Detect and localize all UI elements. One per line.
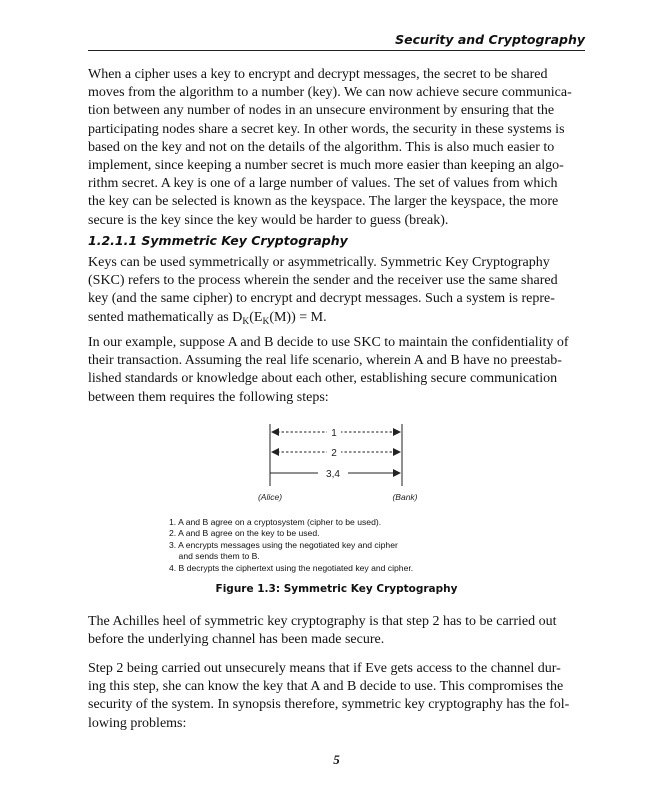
formula-suffix: (M)) = M. <box>269 309 327 325</box>
text-line: The Achilles heel of symmetric key cryptography is that step 2 has to be carried out <box>88 614 557 629</box>
step1-arrowhead-right <box>393 428 401 436</box>
formula-subscript: K <box>262 316 270 327</box>
step1-arrowhead-left <box>271 428 279 436</box>
key-exchange-diagram <box>230 420 450 510</box>
text-line: ing this step, she can know the key that A and B decide to use. This compromises the <box>88 679 564 695</box>
section-heading: 1.2.1.1 Symmetric Key Cryptography <box>88 233 348 248</box>
text-line-formula <box>88 309 582 331</box>
alice-label: (Alice) <box>257 492 283 502</box>
step34-arrowhead-right <box>393 469 401 477</box>
text-line: secure is the key since the key would be harder to guess (break). <box>88 212 449 228</box>
step1-label: 1 <box>331 428 337 439</box>
text-line: moves from the algorithm to a number (key). We can now achieve secure communica- <box>88 85 572 101</box>
text-line: security of the system. In synopsis therefore, symmetric key cryptography has the fol- <box>88 697 570 713</box>
paragraph-achilles-heel <box>88 613 582 649</box>
text-line: tion between any number of nodes in an unsecure environment by ensuring that the <box>88 103 555 119</box>
text-line: key (and the same cipher) to encrypt and decrypt messages. Such a system is repre- <box>88 291 555 307</box>
formula-subscript: K <box>242 316 250 327</box>
text-line: based on the key and not on the details of the algorithm. This is also much easier to <box>88 139 555 155</box>
formula-mid: (E <box>249 309 263 325</box>
step2-arrowhead-left <box>271 448 279 456</box>
text-line: the key can be selected is known as the keyspace. The larger the keyspace, the more <box>88 194 559 210</box>
text-line: rithm secret. A key is one of a large number of values. The set of values from which <box>88 176 558 192</box>
page-number: 5 <box>333 752 340 767</box>
text-line: Keys can be used symmetrically or asymmetrically. Symmetric Key Cryptography <box>88 255 550 270</box>
text-line: their transaction. Assuming the real life scenario, wherein A and B have no preestab- <box>88 353 562 369</box>
text-line: When a cipher uses a key to encrypt and decrypt messages, the secret to be shared <box>88 67 548 82</box>
list-item: 4. B decrypts the ciphertext using the negotiated key and cipher. <box>169 562 414 573</box>
text-line: between them requires the following steps: <box>88 389 329 405</box>
figure-caption: Figure 1.3: Symmetric Key Cryptography <box>215 583 458 595</box>
header-rule <box>88 50 585 51</box>
step2-arrowhead-right <box>393 448 401 456</box>
text-line: In our example, suppose A and B decide to use SKC to maintain the confidentiality of <box>88 335 569 350</box>
bank-label: (Bank) <box>392 492 418 502</box>
running-header: Security and Cryptography <box>395 32 585 47</box>
list-item: 1. A and B agree on a cryptosystem (cipher to be used). <box>169 517 382 527</box>
text-line: lished standards or knowledge about each other, establishing secure communication <box>88 371 558 387</box>
step2-label: 2 <box>331 448 337 459</box>
text-line: before the underlying channel has been made secure. <box>88 632 385 648</box>
list-item: 2. A and B agree on the key to be used. <box>169 528 320 539</box>
paragraph-step2-risk <box>88 660 582 733</box>
list-item: and sends them to B. <box>169 551 260 562</box>
text-line: lowing problems: <box>88 715 187 731</box>
text-line: (SKC) refers to the process wherein the sender and the receiver use the same shared <box>88 273 558 289</box>
step34-label: 3,4 <box>326 469 340 480</box>
paragraph-skc-definition <box>88 254 582 331</box>
list-item: 3. A encrypts messages using the negotiated key and cipher <box>169 539 398 550</box>
text-line: implement, since keeping a number secret is much more easier than keeping an algo- <box>88 158 564 174</box>
paragraph-keys-intro <box>88 66 582 230</box>
formula-prefix: sented mathematically as D <box>88 309 243 325</box>
text-line: participating nodes share a secret key. In other words, the security in these systems is <box>88 121 565 137</box>
paragraph-example <box>88 334 582 407</box>
text-line: Step 2 being carried out unsecurely means that if Eve gets access to the channel dur- <box>88 661 561 676</box>
figure-steps-list <box>169 517 413 574</box>
